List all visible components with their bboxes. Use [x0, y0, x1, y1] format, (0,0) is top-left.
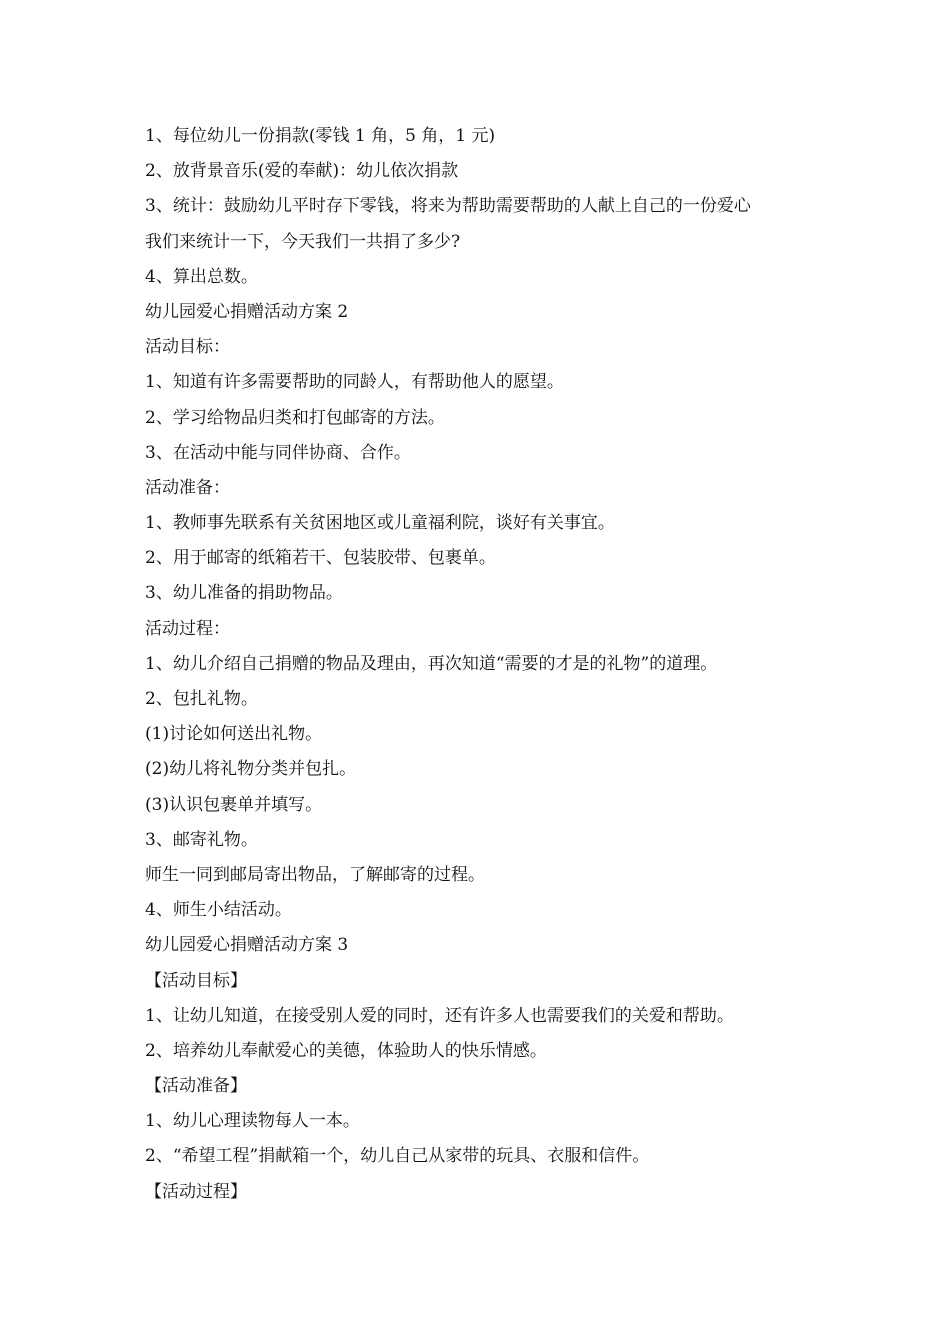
text-line: 3、统计：鼓励幼儿平时存下零钱，将来为帮助需要帮助的人献上自己的一份爱心: [145, 196, 751, 217]
text-line: 2、学习给物品归类和打包邮寄的方法。: [145, 407, 445, 428]
text-line: (2)幼儿将礼物分类并包扎。: [145, 759, 357, 780]
subheading: 活动过程：: [145, 618, 230, 639]
subheading: 活动目标：: [145, 337, 230, 358]
section-heading: 幼儿园爱心捐赠活动方案 2: [145, 301, 349, 322]
text-line: (1)讨论如何送出礼物。: [145, 724, 323, 745]
subheading: 【活动目标】: [145, 970, 247, 991]
subheading: 【活动准备】: [145, 1076, 247, 1097]
text-line: 1、每位幼儿一份捐款(零钱 1 角，5 角，1 元): [145, 126, 496, 146]
text-line: 1、知道有许多需要帮助的同龄人，有帮助他人的愿望。: [145, 372, 564, 393]
text-line: 2、用于邮寄的纸箱若干、包装胶带、包裹单。: [145, 548, 496, 569]
text-line: 2、“希望工程”捐献箱一个，幼儿自己从家带的玩具、衣服和信件。: [145, 1146, 650, 1167]
text-line: 1、幼儿介绍自己捐赠的物品及理由，再次知道“需要的才是的礼物”的道理。: [145, 653, 718, 674]
document-body: [145, 119, 825, 1210]
text-line: (3)认识包裹单并填写。: [145, 794, 323, 815]
subheading: 【活动过程】: [145, 1181, 247, 1202]
text-line: 2、包扎礼物。: [145, 689, 258, 709]
text-line: 2、培养幼儿奉献爱心的美德，体验助人的快乐情感。: [145, 1040, 547, 1061]
text-line: 3、在活动中能与同伴协商、合作。: [145, 442, 411, 463]
text-line: 3、邮寄礼物。: [145, 829, 258, 850]
text-line: 2、放背景音乐(爱的奉献)：幼儿依次捐款: [145, 161, 459, 182]
text-line: 1、幼儿心理读物每人一本。: [145, 1111, 360, 1132]
text-line: 4、师生小结活动。: [145, 900, 292, 921]
section-heading: 幼儿园爱心捐赠活动方案 3: [145, 935, 349, 956]
text-line: 师生一同到邮局寄出物品，了解邮寄的过程。: [145, 864, 485, 885]
text-line: 1、让幼儿知道，在接受别人爱的同时，还有许多人也需要我们的关爱和帮助。: [145, 1005, 734, 1026]
subheading: 活动准备：: [145, 477, 230, 498]
text-line: 我们来统计一下，今天我们一共捐了多少?: [145, 231, 461, 252]
text-line: 1、教师事先联系有关贫困地区或儿童福利院，谈好有关事宜。: [145, 513, 615, 534]
text-line: 3、幼儿准备的捐助物品。: [145, 583, 343, 604]
text-line: 4、算出总数。: [145, 266, 258, 287]
